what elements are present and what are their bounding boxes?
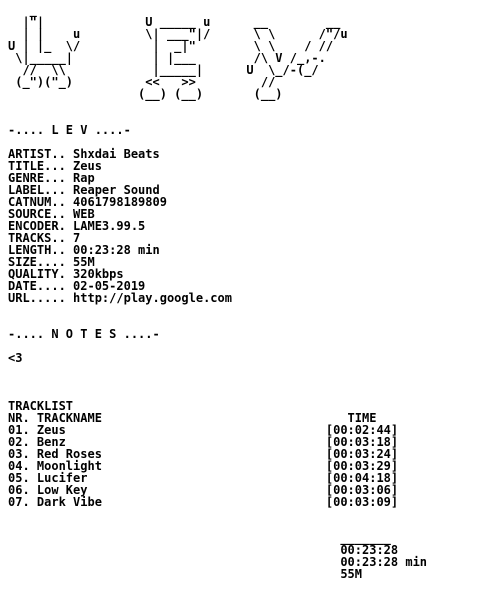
ascii-logo-line: | | u \| ___"|/ \ \ /"/u [8,27,348,41]
track-row: 04. Moonlight [00:03:29] [8,459,399,473]
total-length: 00:23:28 min [8,555,428,569]
track-row: 01. Zeus [00:02:44] [8,423,399,437]
track-row: 03. Red Roses [00:03:24] [8,447,399,461]
info-row: DATE.... 02-05-2019 [8,279,146,293]
ascii-logo-line: \|_____| | |___ /\ V /_,-. [8,51,326,65]
track-row: 06. Low Key [00:03:06] [8,483,399,497]
ascii-logo-line: |"| U _____ u __ __ [8,15,341,29]
blank-line [8,508,427,520]
info-row: TRACKS.. 7 [8,231,81,245]
info-row: QUALITY. 320kbps [8,267,124,281]
info-row: SOURCE.. WEB [8,207,95,221]
info-row: LENGTH.. 00:23:28 min [8,243,160,257]
notes-text: <3 [8,351,23,365]
ascii-logo-line: // \\ |_____| U \_/-(_/ [8,63,319,77]
total-divider: _______ [8,531,391,545]
tracklist-title: TRACKLIST [8,399,74,413]
tracklist-column-header: NR. TRACKNAME TIME [8,411,377,425]
track-row: 05. Lucifer [00:04:18] [8,471,399,485]
info-row: URL..... http://play.google.com [8,291,232,305]
blank-line [8,364,427,376]
info-row: ENCODER. LAME3.99.5 [8,219,146,233]
track-row: 02. Benz [00:03:18] [8,435,399,449]
blank-line [8,376,427,388]
blank-line [8,304,427,316]
info-row: LABEL... Reaper Sound [8,183,160,197]
ascii-logo-line: _ [8,3,37,17]
ascii-logo-line: U | |_ \/ | _|" \ \ / // [8,39,334,53]
nfo-document [8,4,427,580]
blank-line [8,340,427,352]
ascii-logo-line: (_")("_) << >> // [8,75,276,89]
info-row: CATNUM.. 4061798189809 [8,195,167,209]
total-time: 00:23:28 [8,543,399,557]
info-row: ARTIST.. Shxdai Beats [8,147,160,161]
info-row: SIZE.... 55M [8,255,95,269]
track-row: 07. Dark Vibe [00:03:09] [8,495,399,509]
info-row: GENRE... Rap [8,171,95,185]
info-row: TITLE... Zeus [8,159,102,173]
total-size: 55M [8,567,363,581]
notes-header: -.... N O T E S ....- [8,327,160,341]
release-header: -.... L E V ....- [8,123,131,137]
blank-line [8,100,427,112]
ascii-logo-line: (__) (__) (__) [8,87,283,101]
